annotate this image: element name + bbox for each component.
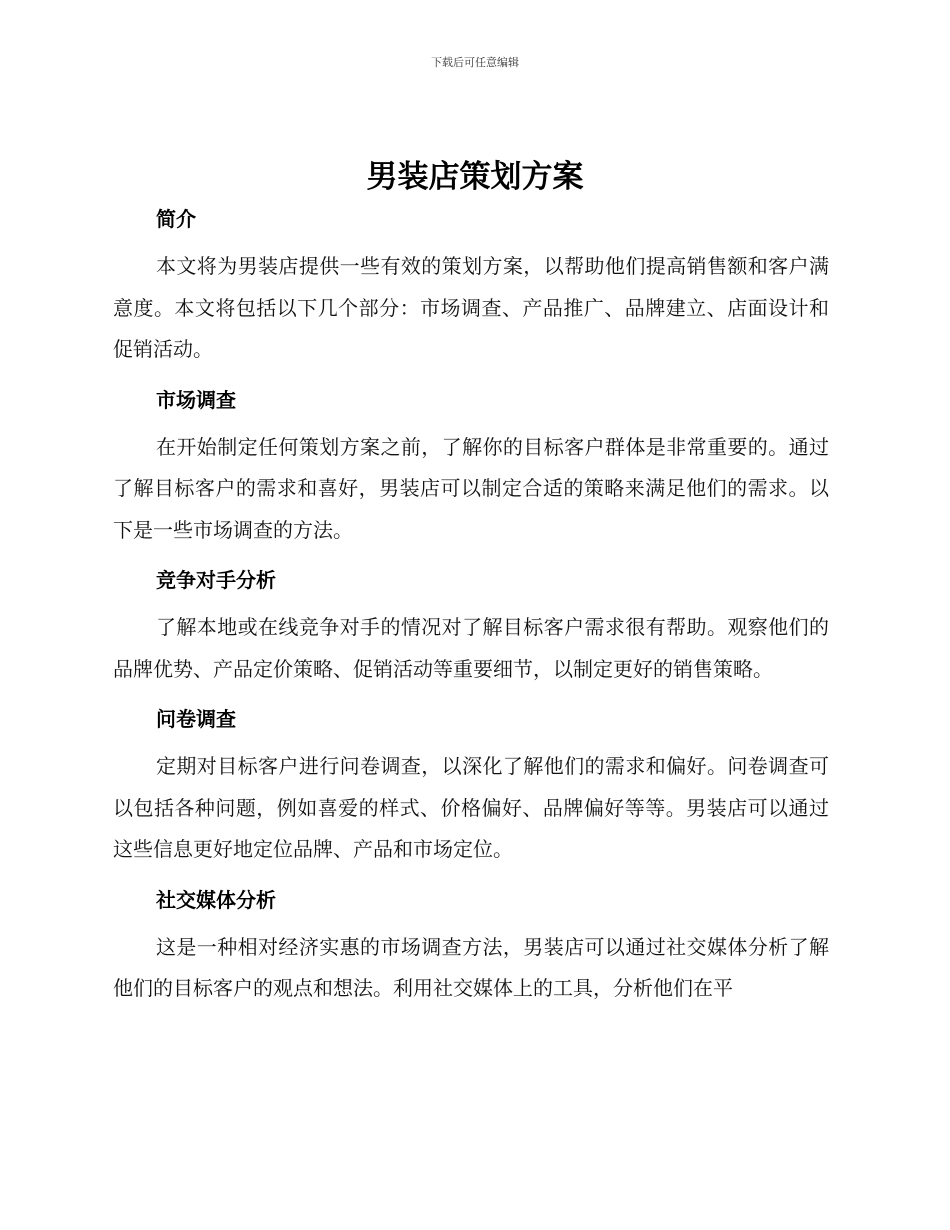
section-heading: 竞争对手分析: [156, 568, 276, 592]
document-title: 男装店策划方案: [366, 159, 584, 195]
section-paragraph: 这是一种相对经济实惠的市场调查方法，男装店可以通过社交媒体分析了解他们的目标客户的观点和想法。利用社交媒体上的工具，分析他们在平: [113, 934, 829, 1000]
section-paragraph: 本文将为男装店提供一些有效的策划方案，以帮助他们提高销售额和客户满意度。本文将包括以下几个部分：市场调查、产品推广、品牌建立、店面设计和促销活动。: [113, 254, 829, 361]
section-social-media: [113, 883, 829, 1010]
document-body: [113, 202, 829, 1022]
section-questionnaire: [113, 702, 829, 871]
section-intro: [113, 202, 829, 371]
section-heading: 简介: [156, 207, 196, 231]
section-heading: 社交媒体分析: [156, 887, 276, 912]
section-paragraph: 了解本地或在线竞争对手的情况对了解目标客户需求很有帮助。观察他们的品牌优势、产品定价策略、促销活动等重要细节，以制定更好的销售策略。: [113, 615, 829, 681]
section-paragraph: 在开始制定任何策划方案之前，了解你的目标客户群体是非常重要的。通过了解目标客户的需求和喜好，男装店可以制定合适的策略来满足他们的需求。以下是一些市场调查的方法。: [113, 434, 829, 542]
section-paragraph: 定期对目标客户进行问卷调查，以深化了解他们的需求和偏好。问卷调查可以包括各种问题，例如喜爱的样式、价格偏好、品牌偏好等等。男装店可以通过这些信息更好地定位品牌、产品和市场定位。: [113, 754, 829, 861]
page-header-note: 下载后可任意编辑: [431, 56, 519, 69]
section-heading: 市场调查: [156, 387, 236, 412]
section-market-research: [113, 383, 829, 552]
section-competitor-analysis: [113, 563, 829, 690]
section-heading: 问卷调查: [156, 707, 236, 731]
